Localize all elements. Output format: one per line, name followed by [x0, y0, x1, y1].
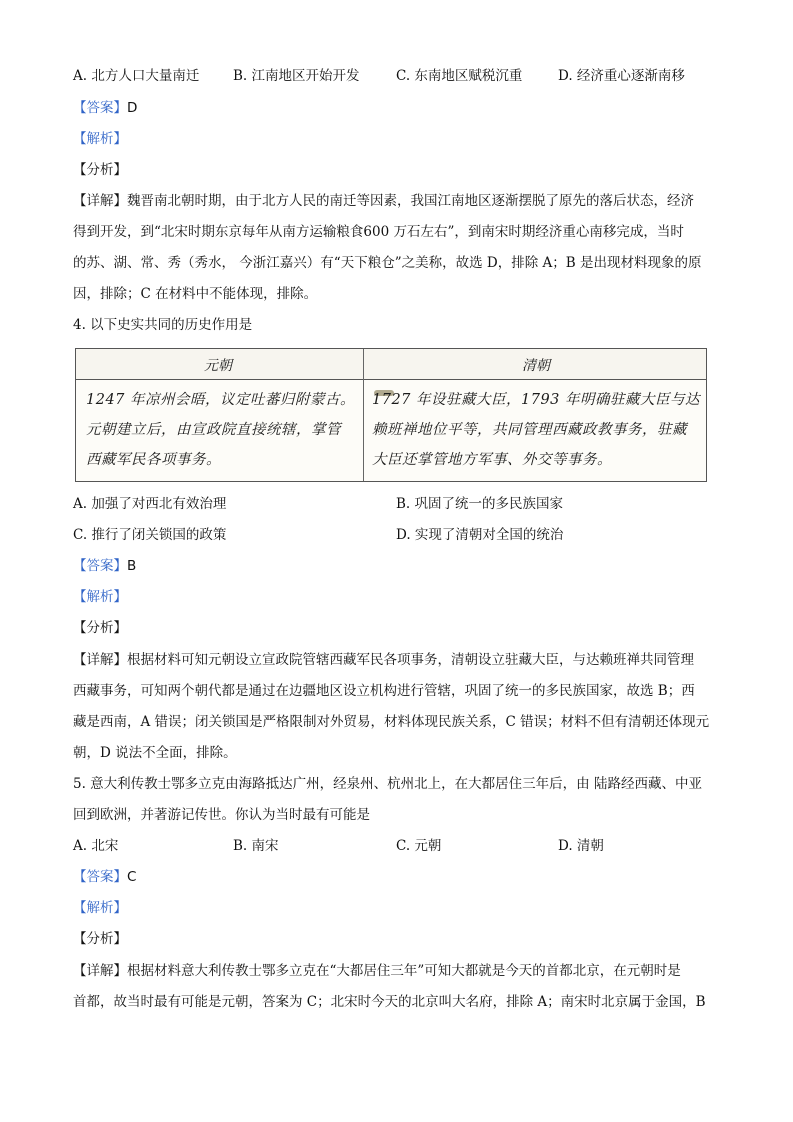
q5-detail	[73, 956, 721, 1018]
q5-option-b: B. 南宋	[233, 838, 279, 854]
q4-options-row2	[73, 525, 733, 545]
q4-fenxi-tag: 【分析】	[73, 620, 127, 636]
detail-line: 【详解】根据材料意大利传教士鄂多立克在“大都居住三年”可知大都就是今天的首都北京，在元朝时是	[73, 963, 681, 979]
table-cell-yuan: 1247 年凉州会晤，议定吐蕃归附蒙古。 元朝建立后，由宣政院直接统辖，掌管 西藏军民各项事务。	[86, 392, 356, 468]
detail-line: 因，排除；C 在材料中不能体现，排除。	[73, 286, 318, 302]
q4-detail	[73, 645, 721, 769]
q4-option-c: C. 推行了闭关锁国的政策	[73, 527, 227, 543]
q5-options	[73, 836, 733, 856]
q3-option-d: D. 经济重心逐渐南移	[558, 68, 685, 84]
q5-analysis-tag: 【解析】	[73, 900, 127, 916]
detail-line: 藏是西南，A 错误；闭关锁国是严格限制对外贸易，材料体现民族关系，C 错误；材料不但有清朝还体现元	[73, 714, 710, 730]
history-table	[75, 348, 707, 482]
q4-answer	[73, 556, 136, 576]
q4-stem: 4. 以下史实共同的历史作用是	[73, 317, 253, 333]
q3-analysis-tag: 【解析】	[73, 131, 127, 147]
q3-answer	[73, 98, 137, 118]
detail-line: 【详解】魏晋南北朝时期，由于北方人民的南迁等因素，我国江南地区逐渐摆脱了原先的落后状态，经济	[73, 193, 694, 209]
detail-line: 西藏事务，可知两个朝代都是通过在边疆地区设立机构进行管辖，巩固了统一的多民族国家，故选 B；西	[73, 683, 695, 699]
q4-options-row1	[73, 494, 733, 514]
table-header-row	[76, 349, 706, 380]
q4-analysis-tag: 【解析】	[73, 589, 127, 605]
q3-detail	[73, 186, 721, 310]
answer-tag: 【答案】	[73, 558, 127, 574]
q3-fenxi-tag: 【分析】	[73, 162, 127, 178]
table-cell-qing: 1727 年设驻藏大臣，1793 年明确驻藏大臣与达 赖班禅地位平等，共同管理西藏政教事务，驻藏 大臣还掌管地方军事、外交等事务。	[372, 392, 701, 468]
detail-line: 的苏、湖、常、秀（秀水， 今浙江嘉兴）有“天下粮仓”之美称，故选 D，排除 A；B 是出现材料现象的原	[73, 255, 702, 271]
q4-option-a: A. 加强了对西北有效治理	[73, 496, 227, 512]
answer-tag: 【答案】	[73, 100, 127, 116]
detail-tag: 【详解】	[73, 963, 127, 979]
detail-line: 得到开发，到“北宋时期东京每年从南方运输粮食600 万石左右”，到南宋时期经济重心南移完成，当时	[73, 224, 684, 240]
table-divider	[363, 349, 364, 481]
detail-line: 首都，故当时最有可能是元朝，答案为 C；北宋时今天的北京叫大名府，排除 A；南宋时北京属于金国，B	[73, 994, 706, 1010]
table-header-yuan: 元朝	[204, 358, 232, 374]
answer-value: C	[127, 869, 137, 885]
q3-options	[73, 66, 733, 86]
q5-option-a: A. 北宋	[73, 838, 119, 854]
detail-tag: 【详解】	[73, 193, 127, 209]
q5-fenxi-tag: 【分析】	[73, 931, 127, 947]
answer-value: D	[127, 100, 138, 116]
q5-answer	[73, 867, 136, 887]
answer-value: B	[127, 558, 137, 574]
detail-line: 【详解】根据材料可知元朝设立宣政院管辖西藏军民各项事务，清朝设立驻藏大臣，与达赖班禅共同管理	[73, 652, 694, 668]
q3-option-b: B. 江南地区开始开发	[233, 68, 360, 84]
q5-option-c: C. 元朝	[396, 838, 442, 854]
detail-tag: 【详解】	[73, 652, 127, 668]
q5-option-d: D. 清朝	[558, 838, 604, 854]
table-header-qing: 清朝	[522, 358, 550, 374]
q3-option-c: C. 东南地区赋税沉重	[396, 68, 523, 84]
answer-tag: 【答案】	[73, 869, 127, 885]
q4-option-b: B. 巩固了统一的多民族国家	[396, 496, 564, 512]
q4-option-d: D. 实现了清朝对全国的统治	[396, 527, 564, 543]
q3-option-a: A. 北方人口大量南迁	[73, 68, 200, 84]
q5-stem: 5. 意大利传教士鄂多立克由海路抵达广州，经泉州、杭州北上，在大都居住三年后，由 陆路经西藏、中亚 回到欧洲，并著游记传世。你认为当时最有可能是	[73, 776, 702, 823]
detail-line: 朝，D 说法不全面，排除。	[73, 745, 237, 761]
